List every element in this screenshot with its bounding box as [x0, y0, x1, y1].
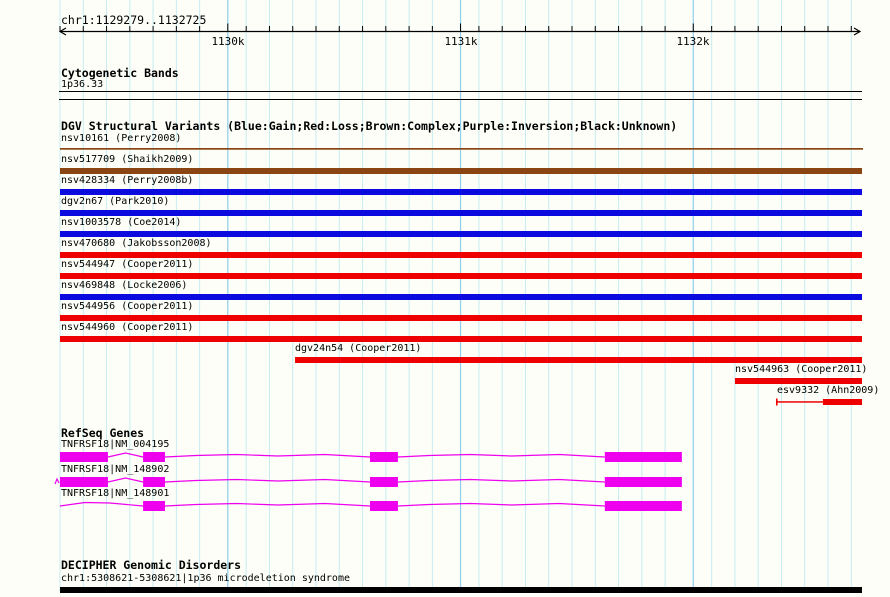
- gene-exon[interactable]: [60, 452, 108, 462]
- gene-exon[interactable]: [60, 477, 108, 487]
- variant-bar[interactable]: [60, 168, 862, 174]
- decipher-track-header: DECIPHER Genomic Disorders: [61, 558, 242, 572]
- variant-label[interactable]: dgv24n54 (Cooper2011): [295, 343, 422, 354]
- ruler-tick-label: 1131k: [444, 35, 478, 48]
- variant-bar[interactable]: [735, 378, 862, 384]
- variant-label[interactable]: esv9332 (Ahn2009): [777, 385, 880, 396]
- variant-label[interactable]: nsv470680 (Jakobsson2008): [61, 238, 212, 249]
- gene-label[interactable]: TNFRSF18|NM_004195: [61, 439, 170, 450]
- gene-exon[interactable]: [605, 501, 682, 511]
- gene-intron-line[interactable]: [55, 478, 605, 484]
- decipher-region-bar[interactable]: [60, 587, 862, 593]
- variant-bar[interactable]: [823, 399, 862, 405]
- variant-bar[interactable]: [60, 210, 862, 216]
- gene-exon[interactable]: [370, 477, 398, 487]
- variant-label[interactable]: nsv469848 (Locke2006): [61, 280, 188, 291]
- variant-label[interactable]: nsv544963 (Cooper2011): [735, 364, 868, 375]
- gene-exon[interactable]: [370, 452, 398, 462]
- decipher-entry-label: chr1:5308621-5308621|1p36 microdeletion syndrome: [61, 573, 350, 584]
- gene-exon[interactable]: [143, 452, 165, 462]
- variant-label[interactable]: nsv544960 (Cooper2011): [61, 322, 194, 333]
- variant-bar[interactable]: [60, 273, 862, 279]
- variant-label[interactable]: nsv10161 (Perry2008): [61, 133, 182, 144]
- ruler-tick-label: 1132k: [676, 35, 710, 48]
- variant-bar[interactable]: [60, 231, 862, 237]
- gene-exon[interactable]: [143, 501, 165, 511]
- dgv-track-header: DGV Structural Variants (Blue:Gain;Red:Loss;Brown:Complex;Purple:Inversion;Black:Unknown): [61, 119, 678, 133]
- cytoband-label: 1p36.33: [61, 79, 104, 90]
- refseq-track-header: RefSeq Genes: [61, 426, 145, 440]
- gene-intron-line[interactable]: [108, 453, 605, 457]
- cytogenetic-bands-header: Cytogenetic Bands: [61, 66, 179, 80]
- gene-exon[interactable]: [605, 477, 682, 487]
- variant-bar[interactable]: [295, 357, 862, 363]
- variant-label[interactable]: dgv2n67 (Park2010): [61, 196, 170, 207]
- region-title: chr1:1129279..1132725: [61, 13, 207, 27]
- variant-bar[interactable]: [60, 252, 862, 258]
- variant-bar[interactable]: [60, 294, 862, 300]
- variant-bar[interactable]: [60, 315, 862, 321]
- variant-label[interactable]: nsv544956 (Cooper2011): [61, 301, 194, 312]
- gene-label[interactable]: TNFRSF18|NM_148902: [61, 464, 170, 475]
- variant-bar[interactable]: [60, 189, 862, 195]
- gene-exon[interactable]: [370, 501, 398, 511]
- variant-label[interactable]: nsv1003578 (Coe2014): [61, 217, 182, 228]
- gene-exon[interactable]: [143, 477, 165, 487]
- variant-bar[interactable]: [60, 148, 863, 150]
- variant-bar[interactable]: [60, 336, 862, 342]
- variant-label[interactable]: nsv544947 (Cooper2011): [61, 259, 194, 270]
- ruler-tick-label: 1130k: [211, 35, 245, 48]
- variant-label[interactable]: nsv428334 (Perry2008b): [61, 175, 194, 186]
- gene-label[interactable]: TNFRSF18|NM_148901: [61, 488, 170, 499]
- gene-exon[interactable]: [605, 452, 682, 462]
- gene-intron-line[interactable]: [60, 503, 605, 507]
- variant-line-segment[interactable]: [777, 401, 823, 403]
- variant-label[interactable]: nsv517709 (Shaikh2009): [61, 154, 194, 165]
